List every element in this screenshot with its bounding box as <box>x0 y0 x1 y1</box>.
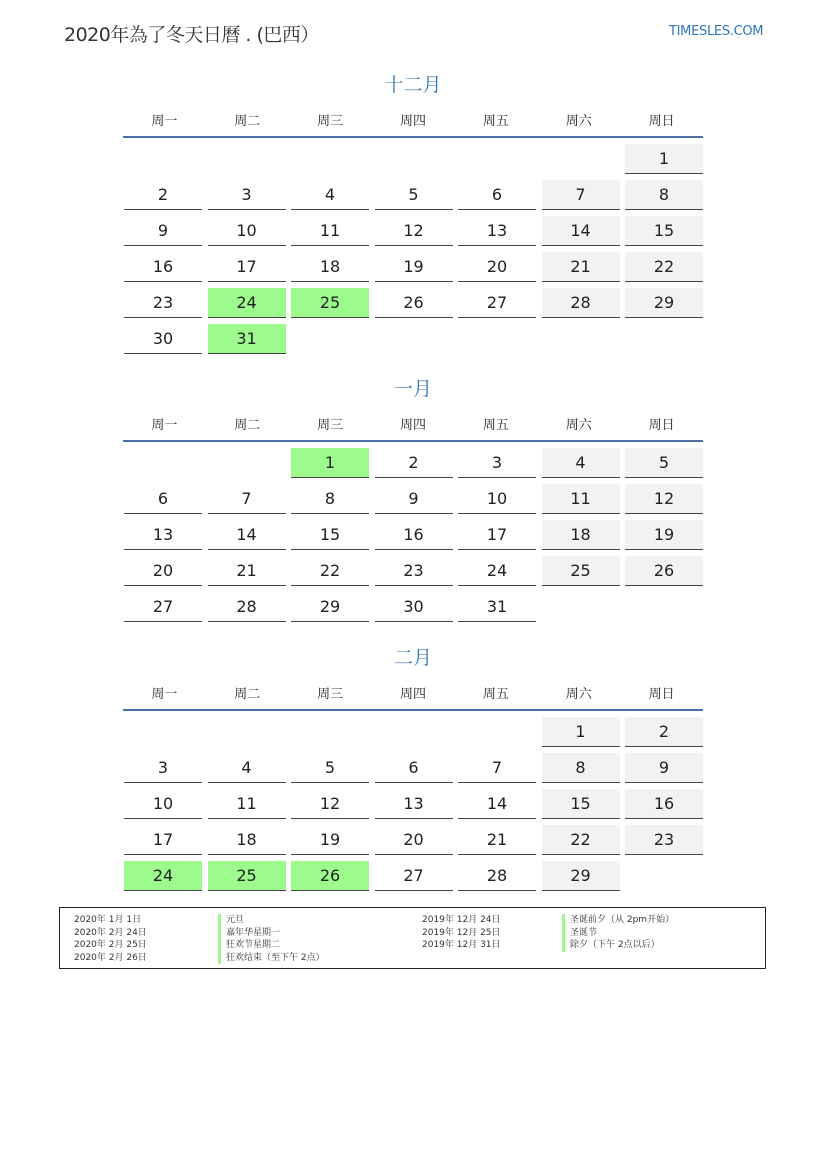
day-cell: 12 <box>625 484 703 514</box>
day-cell: 15 <box>625 216 703 246</box>
day-cell: 8 <box>542 753 620 783</box>
day-cell: 21 <box>542 252 620 282</box>
day-cell: 3 <box>208 180 286 210</box>
day-cell: 2 <box>625 717 703 747</box>
day-cell: 25 <box>542 556 620 586</box>
day-cell: 17 <box>458 520 536 550</box>
day-cell: 4 <box>291 180 369 210</box>
legend-entry: 2019年 12月 25日 <box>422 927 501 938</box>
day-cell: 22 <box>291 556 369 586</box>
day-cell: 2 <box>124 180 202 210</box>
day-cell: 4 <box>208 753 286 783</box>
legend-entry: 圣诞前夕（从 2pm开始） <box>562 914 674 927</box>
day-cell: 20 <box>458 252 536 282</box>
legend-dates-right <box>422 914 501 952</box>
day-cell: 11 <box>291 216 369 246</box>
day-cell: 23 <box>625 825 703 855</box>
weekday-label: 周六 <box>565 687 592 702</box>
day-cell: 16 <box>124 252 202 282</box>
weekday-label: 周二 <box>234 418 261 433</box>
day-cell: 9 <box>375 484 453 514</box>
weekday-label: 周日 <box>648 687 675 702</box>
day-cell: 5 <box>625 448 703 478</box>
holiday-day-cell: 24 <box>208 288 286 318</box>
day-cell: 26 <box>375 288 453 318</box>
header-rule <box>123 136 703 138</box>
day-cell: 21 <box>208 556 286 586</box>
weekday-label: 周四 <box>400 114 427 129</box>
day-cell: 18 <box>542 520 620 550</box>
holiday-day-cell: 31 <box>208 324 286 354</box>
weekday-label: 周四 <box>400 687 427 702</box>
holiday-day-cell: 24 <box>124 861 202 891</box>
weekday-label: 周一 <box>151 687 178 702</box>
day-cell: 21 <box>458 825 536 855</box>
site-link[interactable]: TIMESLES.COM <box>669 24 764 39</box>
weekday-label: 周五 <box>482 687 509 702</box>
day-cell: 24 <box>458 556 536 586</box>
day-cell: 7 <box>458 753 536 783</box>
weekday-label: 周日 <box>648 418 675 433</box>
legend-entry: 2020年 1月 1日 <box>74 915 142 925</box>
day-cell: 22 <box>625 252 703 282</box>
weekday-label: 周五 <box>482 418 509 433</box>
day-cell: 2 <box>375 448 453 478</box>
day-cell: 8 <box>291 484 369 514</box>
day-cell: 16 <box>625 789 703 819</box>
weekday-label: 周三 <box>317 687 344 702</box>
day-cell: 13 <box>124 520 202 550</box>
day-cell: 1 <box>625 144 703 174</box>
legend-dates-left <box>74 914 147 964</box>
day-cell: 13 <box>375 789 453 819</box>
day-cell: 27 <box>375 861 453 891</box>
holiday-day-cell: 26 <box>291 861 369 891</box>
holiday-day-cell: 25 <box>208 861 286 891</box>
day-cell: 15 <box>291 520 369 550</box>
legend-entry: 元旦 <box>218 914 325 927</box>
day-cell: 6 <box>375 753 453 783</box>
day-cell: 30 <box>124 324 202 354</box>
day-cell: 22 <box>542 825 620 855</box>
header-rule <box>123 709 703 711</box>
day-cell: 20 <box>124 556 202 586</box>
holiday-day-cell: 1 <box>291 448 369 478</box>
day-cell: 14 <box>208 520 286 550</box>
day-cell: 6 <box>124 484 202 514</box>
weekday-label: 周日 <box>648 114 675 129</box>
legend-entry: 2020年 2月 26日 <box>74 952 147 963</box>
day-cell: 28 <box>208 592 286 622</box>
day-cell: 30 <box>375 592 453 622</box>
day-cell: 29 <box>625 288 703 318</box>
day-cell: 7 <box>542 180 620 210</box>
legend-names-left <box>218 914 325 964</box>
day-cell: 19 <box>375 252 453 282</box>
legend-entry: 2020年 2月 24日 <box>74 927 147 938</box>
weekday-label: 周三 <box>317 114 344 129</box>
holiday-day-cell: 25 <box>291 288 369 318</box>
legend-entry: 狂欢节星期二 <box>218 939 325 952</box>
page-title: 2020年為了冬天日曆 . (巴西） <box>64 24 319 46</box>
day-cell: 10 <box>458 484 536 514</box>
weekday-label: 周二 <box>234 114 261 129</box>
day-cell: 12 <box>375 216 453 246</box>
day-cell: 14 <box>542 216 620 246</box>
legend-entry: 圣诞节 <box>562 927 674 940</box>
day-cell: 11 <box>542 484 620 514</box>
day-cell: 16 <box>375 520 453 550</box>
day-cell: 19 <box>625 520 703 550</box>
month-title: 一月 <box>393 378 432 400</box>
legend-entry: 2019年 12月 24日 <box>422 915 501 925</box>
day-cell: 19 <box>291 825 369 855</box>
day-cell: 29 <box>291 592 369 622</box>
holiday-legend <box>59 907 766 969</box>
legend-entry: 狂欢结束（至下午 2点） <box>218 952 325 965</box>
weekday-label: 周四 <box>400 418 427 433</box>
weekday-label: 周二 <box>234 687 261 702</box>
legend-entry: 2020年 2月 25日 <box>74 940 147 950</box>
day-cell: 7 <box>208 484 286 514</box>
weekday-label: 周三 <box>317 418 344 433</box>
day-cell: 14 <box>458 789 536 819</box>
weekday-header <box>123 683 703 702</box>
legend-entry: 除夕（下午 2点以后） <box>562 939 674 952</box>
month-title: 二月 <box>393 647 432 669</box>
day-cell: 3 <box>458 448 536 478</box>
header-rule <box>123 440 703 442</box>
weekday-header <box>123 110 703 129</box>
day-cell: 6 <box>458 180 536 210</box>
day-cell: 23 <box>124 288 202 318</box>
day-cell: 31 <box>458 592 536 622</box>
day-cell: 29 <box>542 861 620 891</box>
day-cell: 11 <box>208 789 286 819</box>
weekday-label: 周六 <box>565 114 592 129</box>
day-cell: 18 <box>291 252 369 282</box>
day-cell: 20 <box>375 825 453 855</box>
day-cell: 8 <box>625 180 703 210</box>
day-cell: 27 <box>458 288 536 318</box>
month-title: 十二月 <box>384 74 442 96</box>
weekday-label: 周五 <box>482 114 509 129</box>
day-cell: 5 <box>375 180 453 210</box>
day-cell: 15 <box>542 789 620 819</box>
day-cell: 28 <box>458 861 536 891</box>
day-cell: 1 <box>542 717 620 747</box>
day-cell: 23 <box>375 556 453 586</box>
day-cell: 10 <box>208 216 286 246</box>
day-cell: 10 <box>124 789 202 819</box>
day-cell: 26 <box>625 556 703 586</box>
day-cell: 28 <box>542 288 620 318</box>
weekday-label: 周六 <box>565 418 592 433</box>
day-cell: 18 <box>208 825 286 855</box>
day-cell: 17 <box>124 825 202 855</box>
weekday-header <box>123 414 703 433</box>
day-cell: 5 <box>291 753 369 783</box>
day-cell: 9 <box>625 753 703 783</box>
legend-entry: 2019年 12月 31日 <box>422 940 501 950</box>
legend-entry: 嘉年华星期一 <box>218 927 325 940</box>
day-cell: 3 <box>124 753 202 783</box>
day-cell: 9 <box>124 216 202 246</box>
day-cell: 4 <box>542 448 620 478</box>
day-cell: 17 <box>208 252 286 282</box>
weekday-label: 周一 <box>151 114 178 129</box>
day-cell: 27 <box>124 592 202 622</box>
day-cell: 13 <box>458 216 536 246</box>
weekday-label: 周一 <box>151 418 178 433</box>
day-cell: 12 <box>291 789 369 819</box>
legend-names-right <box>562 914 674 952</box>
